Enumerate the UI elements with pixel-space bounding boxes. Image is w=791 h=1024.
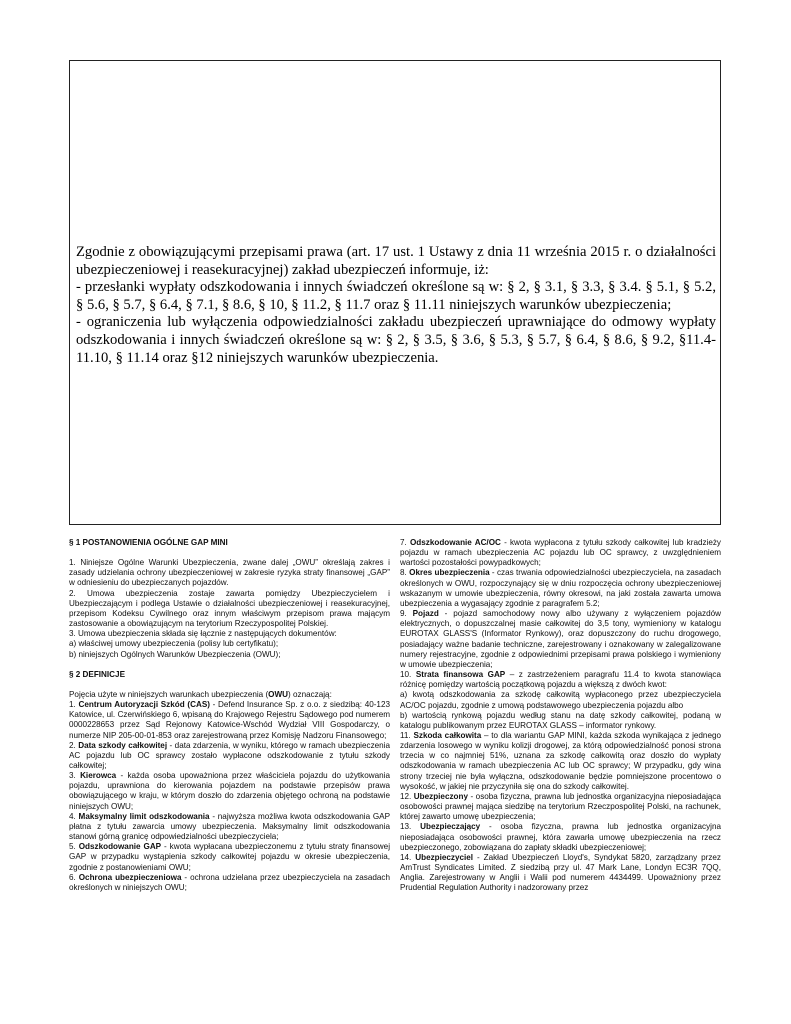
definition-subitem-b: b) wartością rynkową pojazdu według stanu na datę szkody całkowitej, podaną w katalogu publikowanym przez EUROTAX GLASS – informator rynkowy. xyxy=(400,710,721,730)
definition-item: 1. Centrum Autoryzacji Szkód (CAS) - Defend Insurance Sp. z o.o. z siedzibą: 40-123 Katowice, ul. Czerwińskiego 6, wpisaną do Krajowego Rejestru Sądowego pod numerem 0000228653 przez Sąd Rejonowy Katowice-Wschód Wydział VIII Gospodarczy, o numerze NIP 205-00-01-853 oraz zarejestrowaną przez Komisję Nadzoru Finansowego; xyxy=(69,700,390,740)
insurance-notice-text xyxy=(76,244,716,367)
section-2-heading: § 2 DEFINICJE xyxy=(69,669,125,679)
section-1-item-b: b) niniejszych Ogólnych Warunków Ubezpieczenia (OWU); xyxy=(69,649,281,659)
definition-item: 14. Ubezpieczyciel - Zakład Ubezpieczeń Lloyd's, Syndykat 5820, zarządzany przez AmTrust Syndicates Limited. Z siedzibą przy ul. 47 Mark Lane, Londyn EC3R 7QQ, Anglia. Zarejestrowany w Anglii i Walii pod numerem 4434499. Upoważniony przez Prudential Regulation Authority i nadzorowany przez xyxy=(400,852,721,893)
definition-item: 4. Maksymalny limit odszkodowania - najwyższa możliwa kwota odszkodowania GAP płatna z tytułu zawarcia umowy ubezpieczenia. Maksymalny limit odszkodowania stanowi górną granicę odpowiedzialności ubezpieczyciela; xyxy=(69,811,391,842)
definition-item: 6. Ochrona ubezpieczeniowa - ochrona udzielana przez ubezpieczyciela na zasadach określonych w niniejszych OWU; xyxy=(69,872,390,892)
right-column xyxy=(400,538,721,893)
section-1-item-a: a) właściwej umowy ubezpieczenia (polisy lub certyfikatu); xyxy=(69,639,279,649)
definition-item: 2. Data szkody całkowitej - data zdarzenia, w wyniku, którego w ramach ubezpieczenia AC pojazdu lub OC sprawcy zostało wypłacone odszkodowanie z tytułu szkody całkowitej; xyxy=(69,740,390,770)
definition-subitem-a: a) kwotą odszkodowania za szkodę całkowitą wypłaconego przez ubezpieczyciela AC/OC pojazdu, zgodnie z umową podstawowego ubezpieczenia pojazdu albo xyxy=(400,690,721,710)
notice-line-2: - przesłanki wypłaty odszkodowania i innych świadczeń określone są w: § 2, § 3.1, § 3.3, § 3.4. § 5.1, § 5.2, § 5.6, § 5.7, § 6.4, § 7.1, § 8.6, § 10, § 11.2, § 11.7 oraz § 11.11 niniejszych warunków ubezpieczenia; xyxy=(76,279,716,313)
definition-item: 5. Odszkodowanie GAP - kwota wypłacana ubezpieczonemu z tytułu straty finansowej GAP w przypadku wystąpienia szkody całkowitej pojazdu w okresie ubezpieczenia, zgodnie z postanowieniami OWU; xyxy=(69,842,390,872)
definition-item: 7. Odszkodowanie AC/OC - kwota wypłacona z tytułu szkody całkowitej lub kradzieży pojazdu w ramach ubezpieczenia AC pojazdu lub OC sprawcy, z uwzględnieniem wartości pozostałości powypadkowych; xyxy=(400,538,721,568)
section-1-paragraph-1: 1. Niniejsze Ogólne Warunki Ubezpieczenia, zwane dalej „OWU” określają zakres i zasady udzielania ochrony ubezpieczeniowej w zakresie ryzyka straty finansowej „GAP” w odniesieniu do ubezpieczanych pojazdów. xyxy=(69,558,390,588)
section-1-paragraph-3: 3. Umowa ubezpieczenia składa się łącznie z następujących dokumentów: xyxy=(69,629,337,639)
left-column xyxy=(69,538,390,893)
section-1-paragraph-2: 2. Umowa ubezpieczenia zostaje zawarta pomiędzy Ubezpieczycielem i Ubezpieczającym i podlega Ustawie o działalności ubezpieczeniowej i reasekuracyjnej, przepisom Kodeksu Cywilnego oraz innym właściwym przepisom prawa mającym zastosowanie a obowiązującym na terytorium Rzeczypospolitej Polskiej. xyxy=(69,588,390,629)
notice-line-3: - ograniczenia lub wyłączenia odpowiedzialności zakładu ubezpieczeń uprawniające do odmowy wypłaty odszkodowania i innych świadczeń określone są w: § 2, § 3.5, § 3.6, § 5.3, § 5.7, § 6.4, § 8.6, § 9.2, §11.4-11.10, § 11.14 oraz §12 niniejszych warunków ubezpieczenia. xyxy=(76,314,716,366)
definition-item: 11. Szkoda całkowita – to dla wariantu GAP MINI, każda szkoda wynikająca z jednego zdarzenia losowego w wyniku kolizji drogowej, za którą odpowiedzialność ponosi strona trzecia w co najmniej 51%, uznana za szkodę całkowitą oraz doszło do wypłaty odszkodowania w ramach ubezpieczenia AC lub OC sprawcy; W przypadku, gdy wina strony trzeciej nie była wyłączna, odszkodowanie będzie pomniejszone procentowo o wysokość, w jakiej nie przyczyniła się ona do szkody całkowitej. xyxy=(400,730,721,791)
section-1-heading: § 1 POSTANOWIENIA OGÓLNE GAP MINI xyxy=(69,538,228,547)
notice-line-1: Zgodnie z obowiązującymi przepisami prawa (art. 17 ust. 1 Ustawy z dnia 11 września 2015 r. o działalności ubezpieczeniowej i reasekuracyjnej) zakład ubezpieczeń informuje, iż: xyxy=(76,244,716,278)
definition-item: 3. Kierowca - każda osoba upoważniona przez właściciela pojazdu do użytkowania pojazdu, uprawniona do kierowania pojazdem na podstawie przepisów prawa obowiązującego w kraju, w którym doszło do zdarzenia objętego ochroną na podstawie niniejszych OWU; xyxy=(69,771,390,811)
section-2-intro: Pojęcia użyte w niniejszych warunkach ubezpieczenia (OWU) oznaczają: xyxy=(69,689,332,699)
definition-item: 12. Ubezpieczony - osoba fizyczna, prawna lub jednostka organizacyjna nieposiadająca osobowości prawnej mająca siedzibę na terytorium Rzeczpospolitej Polski, na rachunek, której zawarto umowę ubezpieczenia; xyxy=(400,791,721,822)
definition-item: 8. Okres ubezpieczenia - czas trwania odpowiedzialności ubezpieczyciela, na zasadach określonych w OWU, rozpoczynający się w dniu rozpoczęcia ochrony ubezpieczeniowej wskazanym w umowie ubezpieczenia, równy okresowi, na jaki została zawarta umowa ubezpieczenia a wygasający zgodnie z paragrafem 5.2; xyxy=(400,568,721,608)
definition-item: 9. Pojazd - pojazd samochodowy nowy albo używany z wyłączeniem pojazdów elektrycznych, o dopuszczalnej masie całkowitej do 3,5 tony, wymieniony w katalogu EUROTAX GLASS'S (Informator Rynkowy), oraz dopuszczony do ruchu drogowego, posiadający ważne badanie techniczne, zarejestrowany i oznakowany w zalegalizowane numery rejestracyjne, zgodnie z odpowiednimi przepisami prawa polskiego i wymieniony w umowie ubezpieczenia; xyxy=(400,609,721,669)
definition-item: 13. Ubezpieczający - osoba fizyczna, prawna lub jednostka organizacyjna nieposiadająca osobowości prawnej, która zawarła umowę ubezpieczenia na rzecz ubezpieczonego, zobowiązana do zapłaty składki ubezpieczeniowej; xyxy=(400,822,721,852)
definition-item: 10. Strata finansowa GAP – z zastrzeżeniem paragrafu 11.4 to kwota stanowiąca różnicę pomiędzy wartością początkową pojazdu a większą z dwóch kwot: xyxy=(400,670,721,690)
